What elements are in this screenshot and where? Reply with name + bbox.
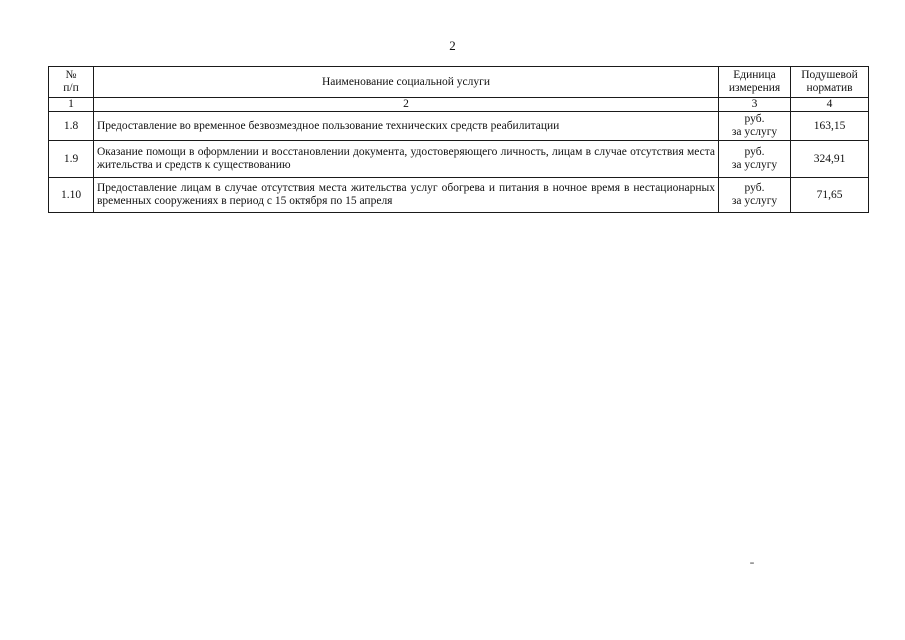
norm-cell: 71,65 xyxy=(791,178,869,213)
table-row xyxy=(49,178,869,213)
column-number: 1 xyxy=(49,98,94,112)
table-row xyxy=(49,141,869,178)
norm-cell: 163,15 xyxy=(791,112,869,141)
service-name: Предоставление лицам в случае отсутствия места жительства услуг обогрева и питания в ночное время в нестационарных временных сооружениях в период с 15 октября по 15 апреля xyxy=(94,178,719,213)
header-unit: Единица измерения xyxy=(719,67,791,98)
header-norm: Подушевой норматив xyxy=(791,67,869,98)
row-number: 1.10 xyxy=(49,178,94,213)
corner-mark: = xyxy=(749,559,755,568)
header-service-name: Наименование социальной услуги xyxy=(94,67,719,98)
table-header-row xyxy=(49,67,869,98)
page-number: 2 xyxy=(449,38,456,53)
norm-cell: 324,91 xyxy=(791,141,869,178)
column-number: 3 xyxy=(719,98,791,112)
unit-cell: руб. за услугу xyxy=(719,178,791,213)
column-number: 4 xyxy=(791,98,869,112)
unit-cell: руб. за услугу xyxy=(719,112,791,141)
column-number: 2 xyxy=(94,98,719,112)
service-name: Оказание помощи в оформлении и восстановлении документа, удостоверяющего личность, лицам в случае отсутствия места жительства и средств к существованию xyxy=(94,141,719,178)
unit-cell: руб. за услугу xyxy=(719,141,791,178)
header-number: № п/п xyxy=(49,67,94,98)
column-number-row xyxy=(49,98,869,112)
row-number: 1.9 xyxy=(49,141,94,178)
social-services-table xyxy=(48,66,869,213)
table-row xyxy=(49,112,869,141)
row-number: 1.8 xyxy=(49,112,94,141)
service-name: Предоставление во временное безвозмездное пользование технических средств реабилитации xyxy=(94,112,719,141)
